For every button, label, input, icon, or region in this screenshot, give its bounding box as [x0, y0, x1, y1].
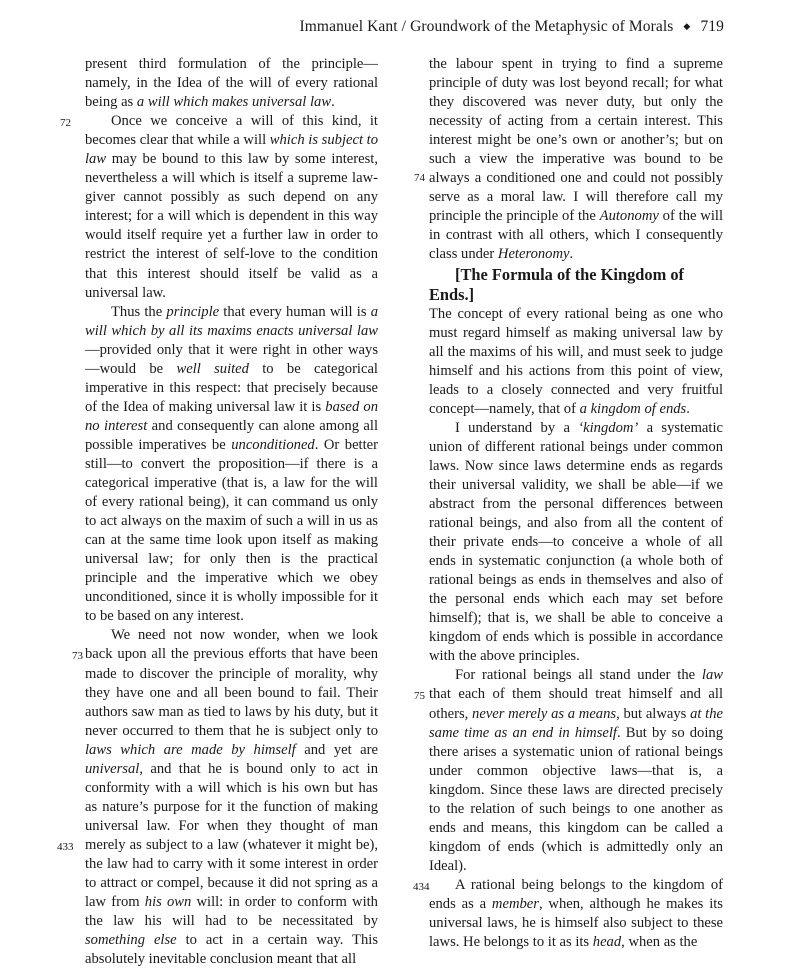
margin-number-74: 74: [414, 172, 425, 184]
header-separator: /: [401, 18, 407, 35]
margin-number-73: 73: [72, 649, 83, 662]
paragraph: We need not now wonder, when we look back upon all the previous efforts that have been made to discover the principle of morality, why they have one and all been bound to fail. Their authors saw man as tied to laws by his duty, but it never occurred to them that he is subject only to laws which are made by himself and yet are universal, and that he is bound only to act in conformity with a will which is his own but has as nature’s purpose for it the function of making universal law. For when they thought of man merely as subject to a law (whatever it might be), 433 the law had to carry with it some interest in order to attract or compel, because it did not spring as a law from his own will: in order to conform with the law his will had to be necessitated by something else to act in a certain way. This absolutely inevitable conclusion meant that all: [57, 627, 378, 968]
margin-number-434: 434: [413, 880, 430, 893]
section-heading: [The Formula of the Kingdom of Ends.]: [429, 264, 685, 304]
paragraph: Thus the principle that every human will is a will which by all its maxims enacts universal law—provided only that it were right in other ways—would be well suited to be categorical imperative in this respect: that precisely because of the Idea of making universal law it is based on no interest and consequently can alone among all possible imperatives be unconditioned. Or better still—to convert the proposition—if there is a categorical imperative (that is, a law for the will of every rational being), it can command us only to act 73 always on the maxim of such a will in us as can at the same time look upon itself as making universal law; for only then is the practical principle and the imperative which we obey unconditioned, since it is wholly impossible for it to be based on any interest.: [85, 303, 378, 627]
paragraph: For rational beings all stand under the law that each of them should treat himself and all 75 others, never merely as a means, but always at the same time as an end in himself. But by so doing there arises a systematic union of rational beings under common objective laws—that is, a kingdom. Since these laws are directed precisely to the relation of such beings to one another as ends and means, this kingdom can be called a kingdom of ends (which is admittedly only an Ideal).: [414, 667, 723, 874]
paragraph: I understand by a ‘kingdom’ a systematic union of different rational beings under common laws. Now since laws determine ends as regards their universal validity, we shall be able—if we abstract from the personal differences between rational beings, and also from all the content of their private ends—to conceive a whole of all ends in systematic conjunction (a whole both of rational beings as ends in themselves and also of the personal ends which each may set before himself); that is, we shall be able to conceive a kingdom of ends which is possible in accordance with the above principles.: [429, 419, 723, 665]
paragraph: 72 Once we conceive a will of this kind, it becomes clear that while a will which is subject to law may be bound to this law by some interest, nevertheless a will which is itself a supreme law-giver cannot possibly as such depend on any interest; for a will which is dependent in this way would itself require yet a further law in order to restrict the interest of self-love to the condition that this interest should itself be valid as a universal law.: [60, 113, 379, 301]
right-column: [413, 55, 723, 952]
header-author: Immanuel Kant: [299, 18, 398, 35]
diamond-ornament-icon: ◆: [683, 21, 691, 31]
paragraph: the labour spent in trying to find a supreme principle of duty was lost beyond recall; for what they discovered was never duty, but only the necessity of acting from a certain interest. This interest might be one’s own or another’s; but on such a view the imperative was bound to be always a 74 conditioned one and could not possibly serve as a moral law. I will therefore call my principle the principle of the Autonomy of the will in contrast with all others, which I consequently class under Heteronomy.: [414, 56, 723, 263]
paragraph: The concept of every rational being as one who must regard himself as making universal law by all the maxims of his will, and must seek to judge himself and his actions from this point of view, leads to a closely connected and very fruitful concept—namely, that of a kingdom of ends.: [429, 305, 723, 417]
paragraph: 434 A rational being belongs to the kingdom of ends as a member, when, although he makes its universal laws, he is himself also subject to these laws. He belongs to it as its head, when as the: [413, 876, 723, 951]
running-header: [300, 18, 724, 36]
margin-number-75: 75: [414, 690, 425, 703]
left-column: [57, 55, 379, 969]
margin-number-433: 433: [57, 841, 74, 854]
page-number: 719: [700, 18, 724, 35]
paragraph: present third formulation of the principle—namely, in the Idea of the will of every rational being as a will which makes universal law.: [85, 56, 378, 111]
header-title: Groundwork of the Metaphysic of Morals: [410, 18, 674, 35]
margin-number-72: 72: [60, 117, 71, 130]
